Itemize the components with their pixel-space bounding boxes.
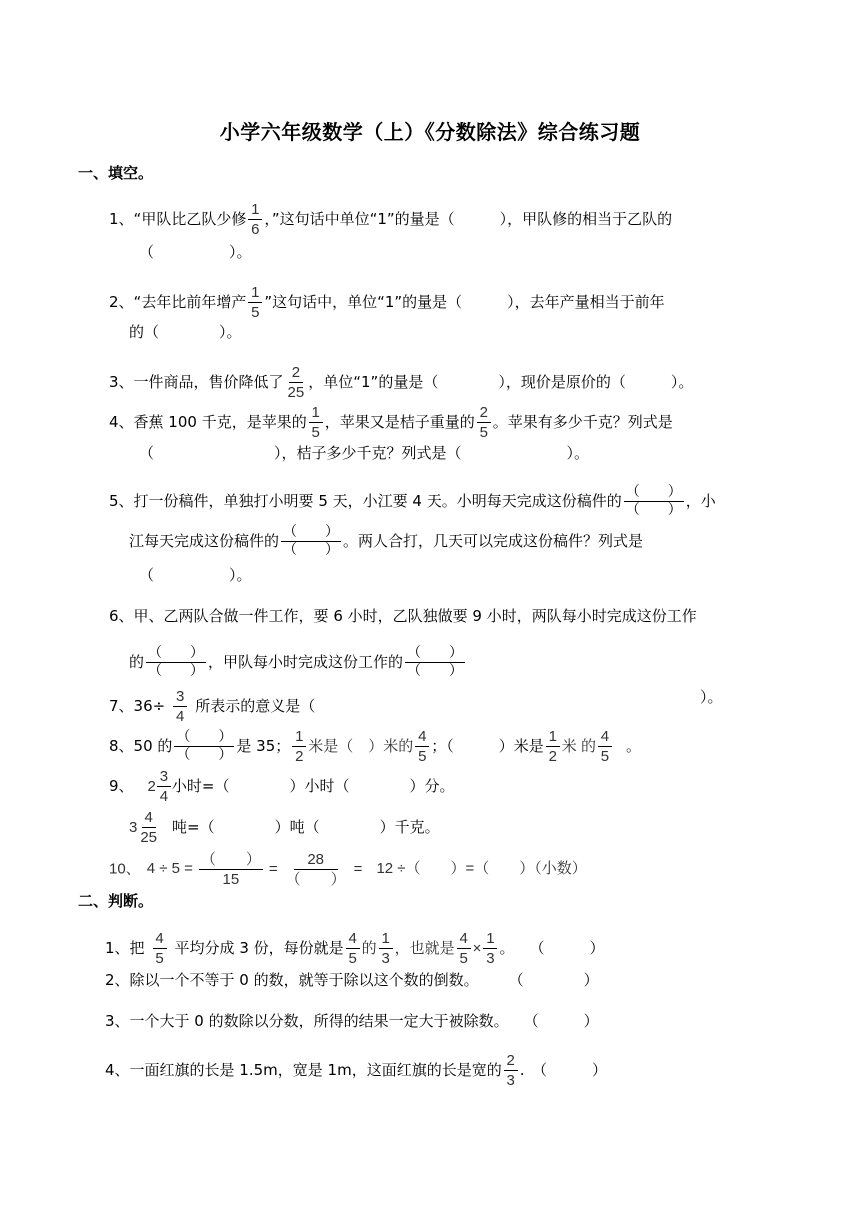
question-7: 7、36÷ $\frac{3}{4}$ 所表示的意义是（ <box>109 688 316 725</box>
question-4-line-2: （ ），桔子多少千克？列式是（ ）。 <box>139 444 590 462</box>
question-5-line-2: 江每天完成这份稿件的 $\frac{( )}{( )}$ 。两人合打，几天可以完成这份稿件？列式是 <box>129 524 644 558</box>
blank-fraction: $\frac{( )}{( )}$ <box>148 645 205 679</box>
blank-fraction: $\frac{( )}{( )}$ <box>176 729 233 763</box>
fraction: $\frac{4}{5}$ <box>457 929 471 968</box>
fraction: $\frac{1}{3}$ <box>379 929 393 968</box>
mixed-number: 3 $\frac{4}{25}$ <box>129 809 158 846</box>
judge-2: 2、除以一个不等于 0 的数，就等于除以这个数的倒数。 （ ） <box>105 971 599 989</box>
page-title: 小学六年级数学（上）《分数除法》综合练习题 <box>219 120 641 144</box>
section-true-false: 二、判断。 <box>78 892 154 910</box>
blank-fraction: $\frac{( )}{( )}$ <box>407 645 464 679</box>
question-6-line-1: 6、甲、乙两队合做一件工作，要 6 小时，乙队独做要 9 小时，两队每小时完成这份工作 <box>109 607 697 625</box>
question-5-line-3: （ ）。 <box>139 566 252 584</box>
mixed-number: 2 $\frac{3}{4}$ <box>148 767 172 806</box>
fraction: $\frac{2}{3}$ <box>504 1051 518 1090</box>
fraction: $\frac{1}{5}$ <box>309 403 323 442</box>
fraction: $\frac{1}{5}$ <box>248 283 262 322</box>
section-fill-blank: 一、填空。 <box>78 164 154 182</box>
fraction: $\frac{1}{6}$ <box>248 200 262 239</box>
fraction: $\frac{1}{2}$ <box>292 727 306 766</box>
question-6-line-2: 的 $\frac{( )}{( )}$ ，甲队每小时完成这份工作的 $\frac{( )}{( )}$ <box>129 645 464 679</box>
question-3: 3、一件商品，售价降低了 $\frac{2}{25}$ ，单位“1”的量是（ ），现价是原价的（ ）。 <box>109 364 694 401</box>
blank-fraction: $\frac{28}{( )}$ <box>285 851 346 888</box>
question-1-line-1: 1、“甲队比乙队少修 $\frac{1}{6}$ ，”这句话中单位“1”的量是（ ），甲队修的相当于乙队的 <box>109 201 673 238</box>
question-10: 10、 4 ÷ 5 = $\frac{( )}{15}$ = $\frac{28}{( )}$ = 12 ÷（ ）=（ ）（小数） <box>109 851 587 888</box>
judge-3: 3、一个大于 0 的数除以分数，所得的结果一定大于被除数。 （ ） <box>105 1012 599 1030</box>
question-7-close: ）。 <box>700 688 723 706</box>
fraction: $\frac{1}{3}$ <box>483 929 497 968</box>
fraction: $\frac{2}{25}$ <box>287 364 305 401</box>
question-9-line-1: 9、 2 $\frac{3}{4}$ 小时=（ ）小时（ ）分。 <box>109 768 455 805</box>
fraction: $\frac{4}{5}$ <box>415 727 429 766</box>
blank-fraction: $\frac{( )}{( )}$ <box>283 524 340 558</box>
question-8: 8、50 的 $\frac{( )}{( )}$ 是 35； $\frac{1}{2}$ 米是（ ）米的 $\frac{4}{5}$ ；（ ）米是 $\frac{1}{2}$ 米 的 $\frac{4}{5}$ 。 <box>109 728 641 765</box>
question-9-line-2: 3 $\frac{4}{25}$ 吨=（ ）吨（ ）千克。 <box>129 809 440 846</box>
fraction: $\frac{4}{5}$ <box>346 929 360 968</box>
question-5-line-1: 5、打一份稿件，单独打小明要 5 天，小江要 4 天。小明每天完成这份稿件的 $\frac{( )}{( )}$ ，小 <box>109 484 716 518</box>
question-2-line-1: 2、“去年比前年增产 $\frac{1}{5}$ ”这句话中，单位“1”的量是（ ），去年产量相当于前年 <box>109 284 665 321</box>
blank-fraction: $\frac{( )}{15}$ <box>200 851 261 888</box>
question-2-line-2: 的（ ）。 <box>129 323 242 341</box>
question-4-line-1: 4、香蕉 100 千克，是苹果的 $\frac{1}{5}$ ，苹果又是桔子重量的 $\frac{2}{5}$ 。苹果有多少千克？列式是 <box>109 404 673 441</box>
fraction: $\frac{3}{4}$ <box>173 687 187 726</box>
judge-1: 1、把 $\frac{4}{5}$ 平均分成 3 份，每份就是 $\frac{4}{5}$ 的 $\frac{1}{3}$ ，也就是 $\frac{4}{5}$ × $\frac{1}{3}$ 。 （ ） <box>105 930 605 967</box>
blank-fraction: $\frac{( )}{( )}$ <box>625 484 682 518</box>
fraction: $\frac{2}{5}$ <box>477 403 491 442</box>
fraction: $\frac{4}{5}$ <box>598 727 612 766</box>
judge-4: 4、一面红旗的长是 1.5m，宽是 1m，这面红旗的长是宽的 $\frac{2}{3}$ . （ ） <box>105 1052 607 1089</box>
question-1-line-2: （ ）。 <box>139 243 252 261</box>
fraction: $\frac{1}{2}$ <box>546 727 560 766</box>
fraction: $\frac{4}{5}$ <box>153 929 167 968</box>
